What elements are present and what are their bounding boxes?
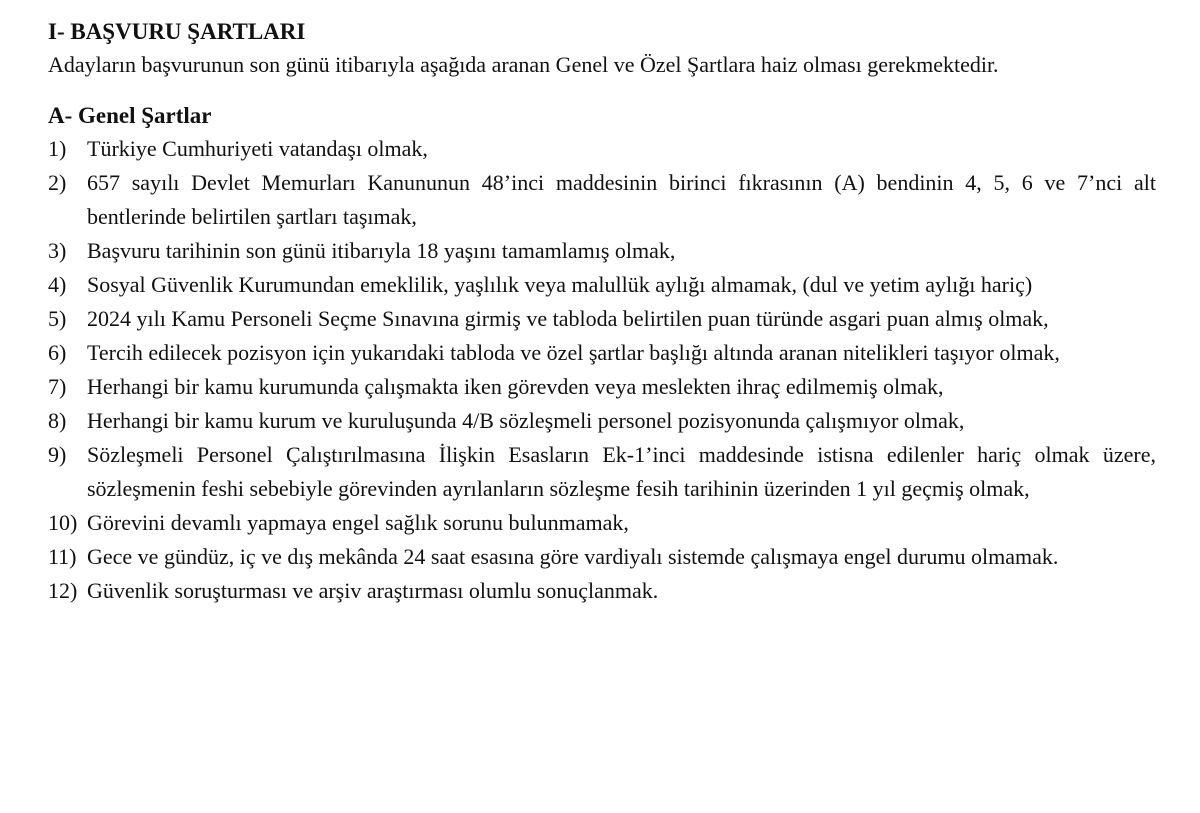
- item-number: 1): [48, 136, 67, 161]
- item-number: 2): [48, 170, 67, 195]
- list-item: [48, 336, 1156, 370]
- intro-paragraph: Adayların başvurunun son günü itibarıyla aşağıda aranan Genel ve Özel Şartlara haiz olması gerekmektedir.: [48, 52, 999, 77]
- item-number: 5): [48, 306, 67, 331]
- list-item: [48, 132, 1156, 166]
- item-number: 4): [48, 272, 67, 297]
- item-text: Herhangi bir kamu kurum ve kuruluşunda 4/B sözleşmeli personel pozisyonunda çalışmıyor olmak,: [87, 408, 965, 433]
- list-item: [48, 166, 1156, 234]
- item-number: 6): [48, 340, 67, 365]
- item-text: Tercih edilecek pozisyon için yukarıdaki tabloda ve özel şartlar başlığı altında aranan nitelikleri taşıyor olmak,: [87, 340, 1060, 365]
- item-number: 3): [48, 238, 67, 263]
- item-text: Başvuru tarihinin son günü itibarıyla 18 yaşını tamamlamış olmak,: [87, 238, 676, 263]
- list-item: [48, 574, 1156, 608]
- item-number: 9): [48, 442, 67, 467]
- list-item: [48, 370, 1156, 404]
- item-number: 11): [48, 544, 77, 569]
- subsection-title: A- Genel Şartlar: [48, 103, 212, 128]
- item-text: Türkiye Cumhuriyeti vatandaşı olmak,: [87, 136, 428, 161]
- item-text: Sosyal Güvenlik Kurumundan emeklilik, yaşlılık veya malullük aylığı almamak, (dul ve yetim aylığı hariç): [87, 272, 1033, 297]
- item-number: 7): [48, 374, 67, 399]
- list-item: [48, 438, 1156, 506]
- item-number: 12): [48, 578, 78, 603]
- item-text: Sözleşmeli Personel Çalıştırılmasına İlişkin Esasların Ek-1’inci maddesinde istisna edilenler hariç olmak üzere, sözleşmenin feshi sebebiyle görevinden ayrılanların sözleşme fesih tarihinin üzerinden 1 yıl geçmiş olmak,: [87, 442, 1156, 501]
- item-text: Gece ve gündüz, iç ve dış mekânda 24 saat esasına göre vardiyalı sistemde çalışmaya engel durumu olmamak.: [87, 544, 1059, 569]
- document-page: [48, 16, 1156, 608]
- item-text: 657 sayılı Devlet Memurları Kanununun 48’inci maddesinin birinci fıkrasının (A) bendinin 4, 5, 6 ve 7’nci alt bentlerinde belirtilen şartları taşımak,: [87, 170, 1156, 229]
- list-item: [48, 234, 1156, 268]
- list-item: [48, 506, 1156, 540]
- item-number: 10): [48, 510, 78, 535]
- item-text: 2024 yılı Kamu Personeli Seçme Sınavına girmiş ve tabloda belirtilen puan türünde asgari puan almış olmak,: [87, 306, 1049, 331]
- list-item: [48, 302, 1156, 336]
- item-text: Güvenlik soruşturması ve arşiv araştırması olumlu sonuçlanmak.: [87, 578, 659, 603]
- list-item: [48, 268, 1156, 302]
- item-number: 8): [48, 408, 67, 433]
- item-text: Görevini devamlı yapmaya engel sağlık sorunu bulunmamak,: [87, 510, 629, 535]
- section-title: I- BAŞVURU ŞARTLARI: [48, 19, 306, 44]
- list-item: [48, 404, 1156, 438]
- item-text: Herhangi bir kamu kurumunda çalışmakta iken görevden veya meslekten ihraç edilmemiş olmak,: [87, 374, 944, 399]
- list-item: [48, 540, 1156, 574]
- conditions-list: [48, 132, 1156, 608]
